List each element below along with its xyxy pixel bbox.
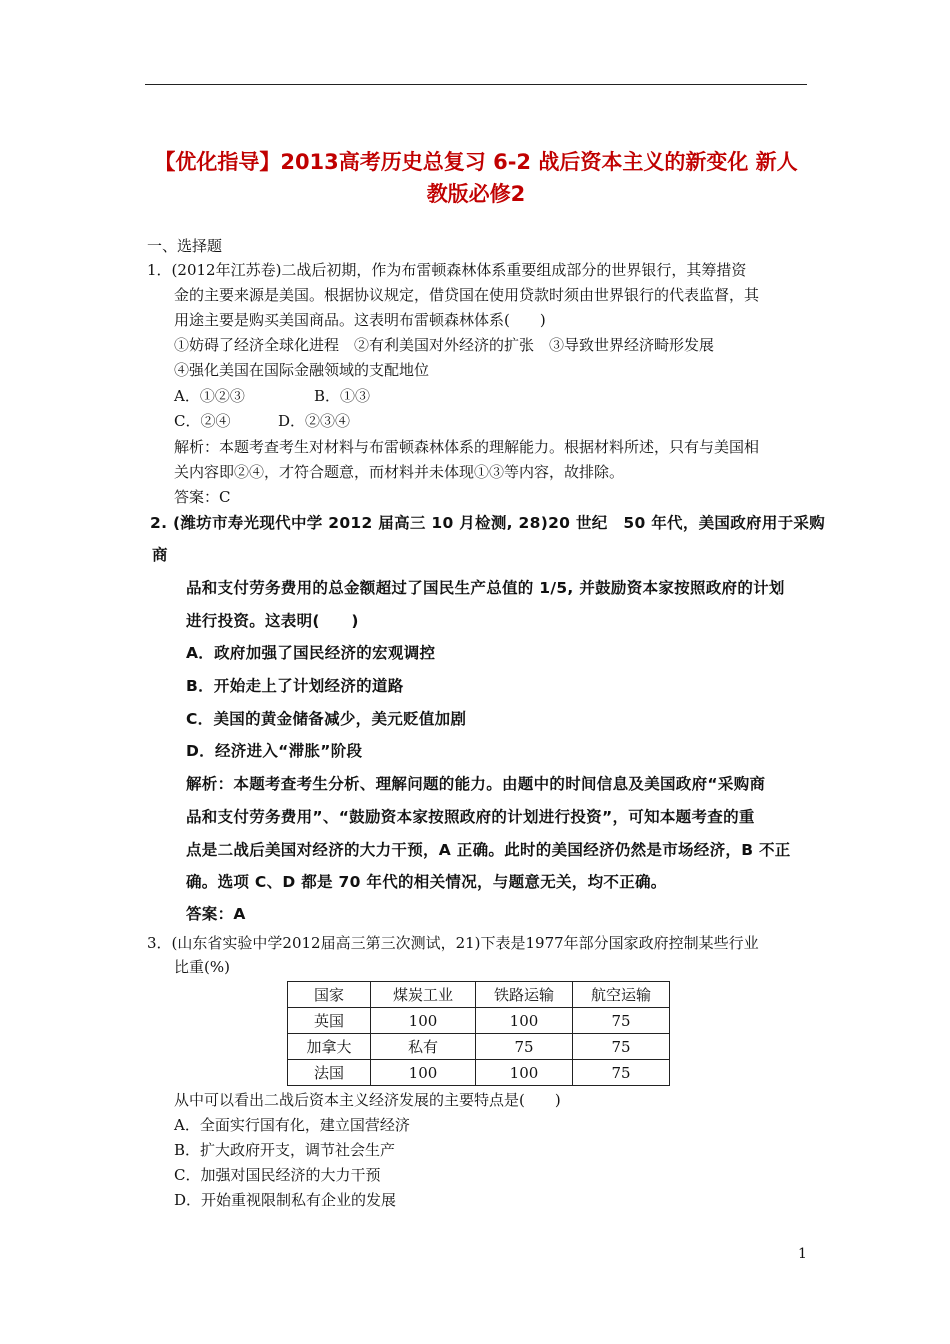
table-cell: 75 [476,1034,573,1060]
q1-option-d: D．②③④ [278,412,351,430]
document-title [140,146,812,210]
table-header-cell: 铁路运输 [476,982,573,1008]
q2-option-a: A．政府加强了国民经济的宏观调控 [186,644,436,662]
title-line-1: 【优化指导】2013高考历史总复习 6-2 战后资本主义的新变化 新人 [154,150,798,174]
q1-stem-line-1: 1．(2012年江苏卷)二战后初期，作为布雷顿森林体系重要组成部分的世界银行，其筹措资 [147,261,747,279]
table-header-cell: 煤炭工业 [371,982,476,1008]
q1-items-line: ①妨碍了经济全球化进程 ②有利美国对外经济的扩张 ③导致世界经济畸形发展 [174,336,715,354]
q1-analysis-line-1: 解析：本题考查考生对材料与布雷顿森林体系的理解能力。根据材料所述，只有与美国相 [174,438,760,456]
title-line-2: 教版必修2 [426,182,526,206]
table-header-row [288,982,670,1008]
table-cell: 100 [371,1008,476,1034]
q1-option-b: B．①③ [314,387,371,405]
table-header-cell: 航空运输 [573,982,670,1008]
table-row [288,1060,670,1086]
q1-stem-line-3: 用途主要是购买美国商品。这表明布雷顿森林体系( ) [174,311,546,329]
q3-option-b: B．扩大政府开支，调节社会生产 [174,1141,396,1159]
table-cell: 法国 [288,1060,371,1086]
table-cell: 100 [476,1060,573,1086]
q1-option-a: A．①②③ [174,387,245,405]
table-cell: 75 [573,1008,670,1034]
q2-analysis-line-4: 确。选项 C、D 都是 70 年代的相关情况，与题意无关，均不正确。 [186,873,667,891]
table-cell: 英国 [288,1008,371,1034]
q3-option-d: D．开始重视限制私有企业的发展 [174,1191,397,1209]
q3-stem-line-1: 3．(山东省实验中学2012届高三第三次测试，21)下表是1977年部分国家政府控制某些行业 [147,934,759,952]
page-number: 1 [798,1246,807,1262]
q1-answer: 答案：C [174,488,231,506]
q2-option-c: C．美国的黄金储备减少，美元贬值加剧 [186,710,467,728]
section-heading: 一、选择题 [147,237,223,255]
q2-stem-line-1: 2. (潍坊市寿光现代中学 2012 届高三 10 月检测, 28)20 世纪 50 年代，美国政府用于采购 [150,514,826,532]
q2-option-d: D．经济进入“滞胀”阶段 [186,742,363,760]
q3-option-c: C．加强对国民经济的大力干预 [174,1166,381,1184]
table-cell: 75 [573,1060,670,1086]
q3-option-a: A．全面实行国有化，建立国营经济 [174,1116,410,1134]
table-row [288,1034,670,1060]
q1-analysis-line-2: 关内容即②④，才符合题意，而材料并未体现①③等内容，故排除。 [174,463,625,481]
q3-question-stem: 从中可以看出二战后资本主义经济发展的主要特点是( ) [174,1091,561,1109]
q2-analysis-line-2: 品和支付劳务费用”、“鼓励资本家按照政府的计划进行投资”，可知本题考查的重 [186,808,755,826]
q3-stem-line-2: 比重(%) [174,958,230,976]
table-cell: 100 [476,1008,573,1034]
q2-analysis-line-3: 点是二战后美国对经济的大力干预，A 正确。此时的美国经济仍然是市场经济，B 不正 [186,841,791,859]
q2-option-b: B．开始走上了计划经济的道路 [186,677,404,695]
q2-analysis-line-1: 解析：本题考查考生分析、理解问题的能力。由题中的时间信息及美国政府“采购商 [186,775,766,793]
q1-stem-line-2: 金的主要来源是美国。根据协议规定，借贷国在使用贷款时须由世界银行的代表监督，其 [174,286,760,304]
q1-item-4: ④强化美国在国际金融领域的支配地位 [174,361,430,379]
table-cell: 私有 [371,1034,476,1060]
table-row [288,1008,670,1034]
table-cell: 100 [371,1060,476,1086]
q2-stem-line-3: 进行投资。这表明( ) [186,612,359,630]
q1-option-c: C．②④ [174,412,231,430]
q2-stem-line-1b: 商 [152,546,168,564]
table-header-cell: 国家 [288,982,371,1008]
industry-control-table [287,981,670,1086]
q2-answer: 答案：A [186,905,246,923]
table-cell: 75 [573,1034,670,1060]
header-rule [145,84,807,85]
q2-stem-line-2: 品和支付劳务费用的总金额超过了国民生产总值的 1/5, 并鼓励资本家按照政府的计划 [186,579,785,597]
table-cell: 加拿大 [288,1034,371,1060]
